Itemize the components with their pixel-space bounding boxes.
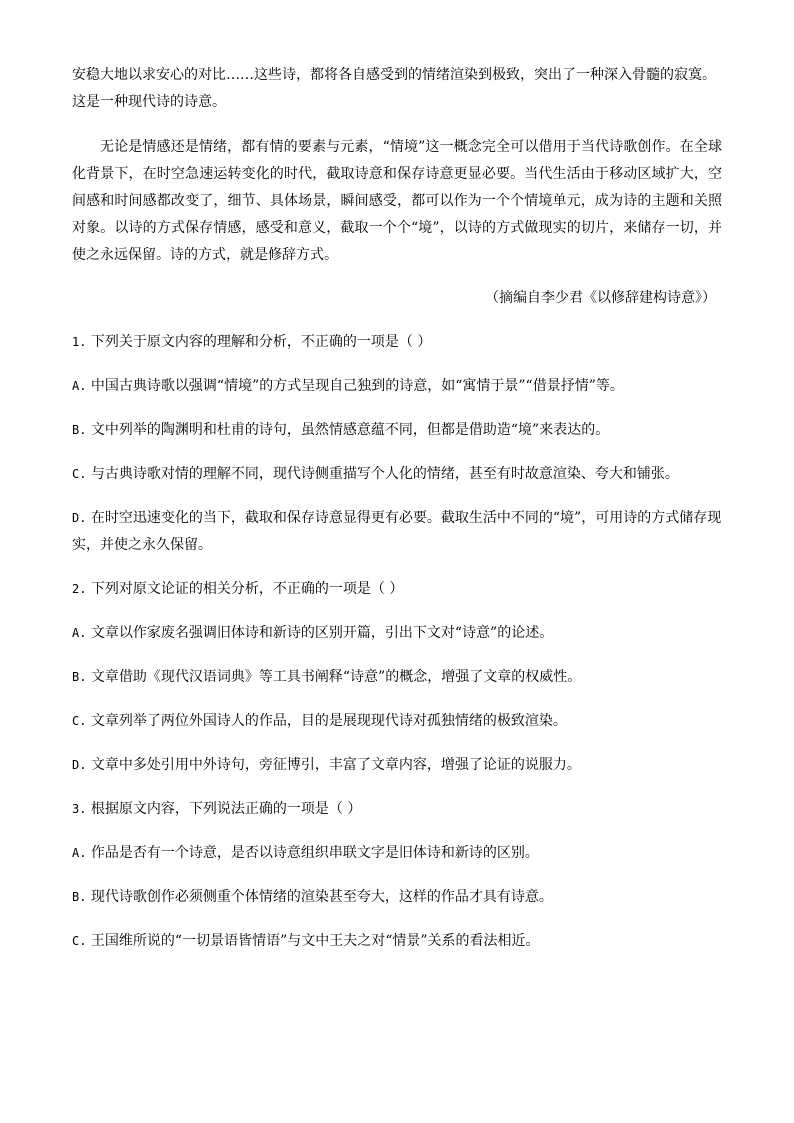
option-text: 王国维所说的“一切景语皆情语”与文中王夫之对“情景”关系的看法相近。: [90, 933, 540, 949]
option-letter: B.: [72, 670, 87, 684]
option-c: [72, 708, 722, 735]
source-citation: （摘编自李少君《以修辞建构诗意》）: [485, 290, 716, 306]
option-text: 与古典诗歌对情的理解不同，现代诗侧重描写个人化的情绪，甚至有时故意渲染、夸大和铺张。: [90, 466, 679, 482]
option-d: [72, 505, 722, 559]
option-letter: D.: [72, 511, 87, 525]
question-1: [72, 329, 722, 559]
option-letter: A.: [72, 379, 87, 393]
option-d: [72, 752, 722, 779]
question-text: 根据原文内容，下列说法正确的一项是（ ）: [90, 801, 362, 817]
option-a: [72, 840, 722, 867]
option-a: [72, 620, 722, 647]
question-number: 3.: [72, 802, 87, 816]
passage: [72, 62, 722, 312]
option-letter: C.: [72, 934, 87, 948]
option-text: 中国古典诗歌以强调“情境”的方式呈现自己独到的诗意，如“寓情于景”“借景抒情”等。: [90, 378, 624, 394]
passage-line: 这是一种现代诗的诗意。: [72, 94, 226, 110]
option-a: [72, 373, 722, 400]
option-text: 文章借助《现代汉语词典》等工具书阐释“诗意”的概念，增强了文章的权威性。: [90, 669, 582, 685]
option-letter: B.: [72, 423, 87, 437]
option-letter: A.: [72, 626, 87, 640]
passage-paragraph-1: [72, 62, 722, 116]
option-text: 文章以作家废名强调旧体诗和新诗的区别开篇，引出下文对“诗意”的论述。: [90, 625, 554, 641]
option-b: [72, 664, 722, 691]
question-3: [72, 796, 722, 955]
question-text: 下列关于原文内容的理解和分析，不正确的一项是（ ）: [90, 334, 432, 350]
passage-paragraph-2: 无论是情感还是情绪，都有情的要素与元素，“情境”这一概念完全可以借用于当代诗歌创作。在全球化背景下，在时空急速运转变化的时代，截取诗意和保存诗意更显必要。当代生活由于移动区域扩大，空间感和时间感都改变了，细节、具体场景，瞬间感受，都可以作为一个个情境单元，成为诗的主题和关照对象。以诗的方式保存情感，感受和意义，截取一个个“境”，以诗的方式做现实的切片，来储存一切，并使之永远保留。诗的方式，就是修辞方式。: [72, 139, 722, 263]
option-c: [72, 928, 722, 955]
option-b: [72, 884, 722, 911]
passage-line: 安稳大地以求安心的对比……这些诗，都将各自感受到的情绪渲染到极致，突出了一种深入骨髓的寂寞。: [72, 67, 716, 83]
option-letter: C.: [72, 714, 87, 728]
question-number: 2.: [72, 582, 87, 596]
option-text: 在时空迅速变化的当下，截取和保存诗意显得更有必要。截取生活中不同的“境”，可用诗的方式储存现实，并使之永久保留。: [72, 510, 722, 553]
option-text: 现代诗歌创作必须侧重个体情绪的渲染甚至夸大，这样的作品才具有诗意。: [90, 889, 553, 905]
question-stem: [72, 329, 722, 356]
option-b: [72, 417, 722, 444]
option-text: 文中列举的陶渊明和杜甫的诗句，虽然情感意蕴不同，但都是借助造“境”来表达的。: [90, 422, 610, 438]
question-2: [72, 576, 722, 779]
question-text: 下列对原文论证的相关分析，不正确的一项是（ ）: [90, 581, 404, 597]
question-number: 1.: [72, 335, 87, 349]
option-letter: A.: [72, 846, 87, 860]
option-letter: C.: [72, 467, 87, 481]
option-text: 文章中多处引用中外诗句，旁征博引，丰富了文章内容，增强了论证的说服力。: [90, 757, 581, 773]
document-page: [72, 62, 722, 955]
question-stem: [72, 576, 722, 603]
option-letter: B.: [72, 890, 87, 904]
question-stem: [72, 796, 722, 823]
option-text: 文章列举了两位外国诗人的作品，目的是展现现代诗对孤独情绪的极致渲染。: [90, 713, 567, 729]
option-letter: D.: [72, 758, 87, 772]
option-text: 作品是否有一个诗意，是否以诗意组织串联文字是旧体诗和新诗的区别。: [90, 845, 539, 861]
option-c: [72, 461, 722, 488]
